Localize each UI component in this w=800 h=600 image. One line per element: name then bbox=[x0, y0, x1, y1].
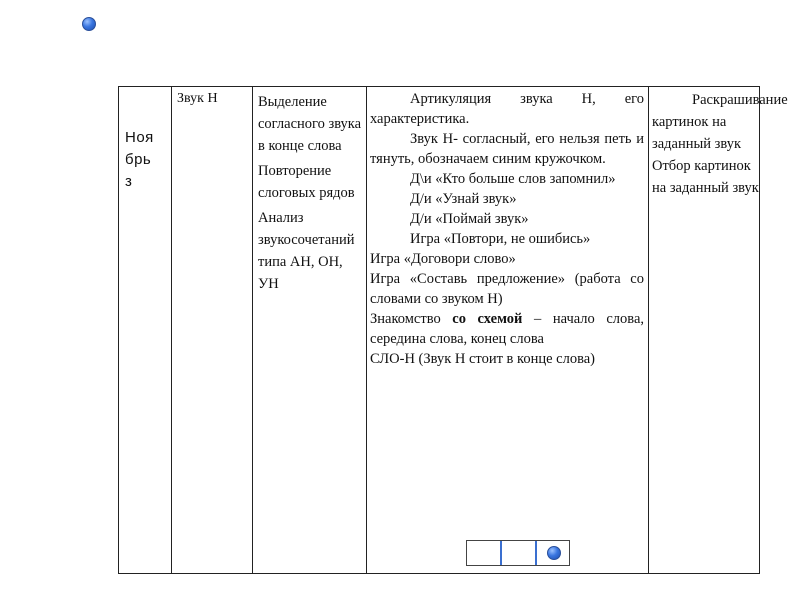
equipment-item: Раскрашивание картинок на заданный звук bbox=[652, 92, 788, 152]
scheme-divider bbox=[500, 541, 502, 565]
month-cell bbox=[119, 87, 171, 193]
month-line: брь bbox=[125, 151, 152, 168]
content-paragraph: Д/и «Узнай звук» bbox=[410, 191, 517, 207]
column-divider bbox=[171, 87, 172, 573]
content-text: – начало слова, середина слова, конец слова bbox=[370, 311, 645, 347]
content-paragraph: Игра «Договори слово» bbox=[370, 251, 516, 267]
sound-circle-icon bbox=[547, 546, 561, 560]
content-paragraph: Игра «Составь предложение» (работа со словами со звуком Н) bbox=[370, 271, 644, 307]
goals-cell bbox=[252, 87, 366, 298]
goal-item: Повторение слоговых рядов bbox=[258, 163, 355, 201]
content-paragraph: Д/и «Поймай звук» bbox=[410, 211, 529, 227]
content-cell bbox=[366, 87, 648, 369]
equipment-cell bbox=[648, 87, 788, 199]
month-line: з bbox=[125, 173, 133, 190]
content-paragraph: Артикуляция звука Н, его характеристика. bbox=[370, 91, 644, 127]
content-paragraph: Звук Н- согласный, его нельзя петь и тянуть, обозначаем синим кружочком. bbox=[370, 131, 644, 167]
month-line: Ноя bbox=[125, 129, 154, 146]
content-paragraph: Игра «Повтори, не ошибись» bbox=[410, 231, 591, 247]
goal-item: Анализ звукосочетаний типа АН, ОН, УН bbox=[258, 210, 355, 292]
bullet-dot-icon bbox=[82, 17, 96, 31]
content-paragraph: Д\и «Кто больше слов запомнил» bbox=[410, 171, 616, 187]
content-paragraph: СЛО-Н (Звук Н стоит в конце слова) bbox=[370, 351, 596, 367]
scheme-divider bbox=[535, 541, 537, 565]
equipment-item: Отбор картинок на заданный звук bbox=[652, 158, 759, 196]
lesson-plan-table bbox=[118, 86, 788, 574]
content-text: Знакомство bbox=[370, 311, 453, 327]
goal-item: Выделение согласного звука в конце слова bbox=[258, 94, 362, 154]
sound-cell: Звук Н bbox=[177, 91, 218, 106]
content-bold-text: со схемой bbox=[452, 311, 523, 327]
content-paragraph bbox=[370, 309, 644, 349]
